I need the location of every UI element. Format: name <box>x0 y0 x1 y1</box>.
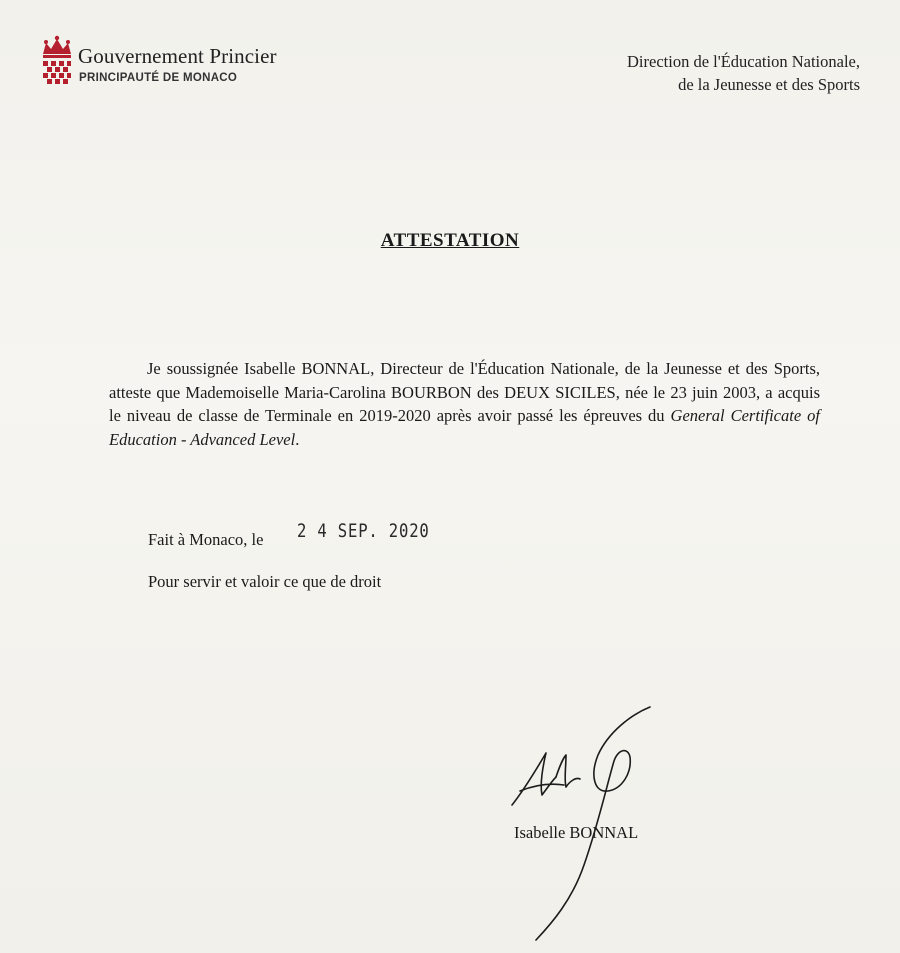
org-name: Gouvernement Princier <box>78 44 277 68</box>
body-text-part-1: Je soussignée Isabelle BONNAL, Directeur de l'Éducation Nationale, de la Jeunesse et des Sports, atteste que Mademoiselle Maria-Carolina BOURBON des DEUX SICILES, née le 23 juin 2003, a acquis le niveau de classe de Terminale en 2019-2020 après avoir passé les épreuves du <box>109 359 820 425</box>
signature <box>490 695 680 945</box>
department-line-2: de la Jeunesse et des Sports <box>678 75 860 94</box>
department-line-1: Direction de l'Éducation Nationale, <box>627 52 860 71</box>
attestation-body <box>109 357 820 451</box>
signer-name: Isabelle BONNAL <box>514 823 639 842</box>
place-line: Fait à Monaco, le <box>148 530 264 549</box>
org-subtitle: PRINCIPAUTÉ DE MONACO <box>79 72 238 84</box>
date-stamp: 2 4 SEP. 2020 <box>297 520 430 542</box>
body-text-italic: General Certificate of Education - Advanced Level <box>109 406 820 449</box>
closing-formula: Pour servir et valoir ce que de droit <box>148 572 382 591</box>
department-heading <box>627 50 860 96</box>
body-text-part-2: . <box>295 429 300 449</box>
crown-logo-icon <box>40 34 74 86</box>
document-title: ATTESTATION <box>380 230 520 251</box>
